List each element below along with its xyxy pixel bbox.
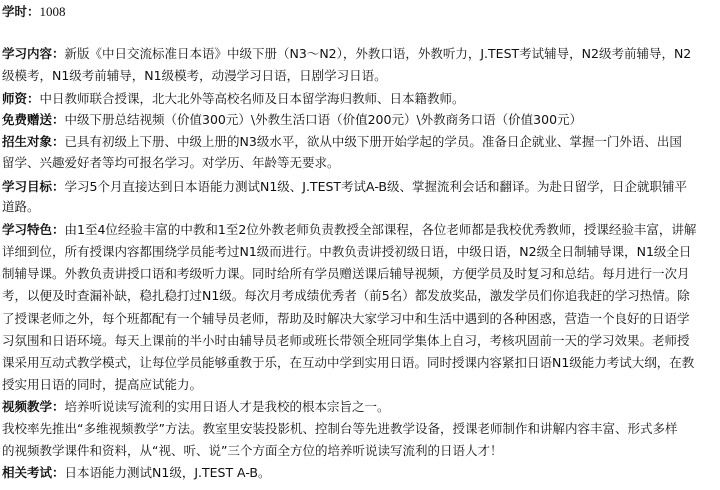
exam-row xyxy=(2,463,718,482)
features-row-3 xyxy=(2,264,718,283)
goal-row xyxy=(2,177,718,196)
video-label: 视频教学： xyxy=(2,399,65,414)
study-time-label: 学时： xyxy=(2,4,40,19)
study-time-row xyxy=(2,2,718,21)
features-text-6: 习氛围和日语环境。每天上课前的半小时由辅导员老师或班长带领全班同学集体上自习，考核巩固前一天的学习效果。老师授 xyxy=(2,333,690,348)
study-time-value: 1008 xyxy=(39,4,66,19)
goal-label: 学习目标： xyxy=(2,179,65,194)
features-row-2 xyxy=(2,242,718,261)
video-text-1: 培养听说读写流利的实用日语人才是我校的根本宗旨之一。 xyxy=(64,399,390,414)
gifts-label: 免费赠送： xyxy=(2,112,65,127)
features-text-5: 了授课老师之外，每个班都配有一个辅导员老师，帮助及时解决大家学习中和生活中遇到的各种困惑，营造一个良好的日语学 xyxy=(2,311,690,326)
features-row-7 xyxy=(2,353,718,372)
content-text-1: 新版《中日交流标准日本语》中级下册（N3～N2），外教口语，外教听力，J.TEST考试辅导，N2级考前辅导，N2 xyxy=(64,46,692,61)
gifts-text: 中级下册总结视频（价值300元）\外教生活口语（价值200元）\外教商务口语（价值300元） xyxy=(64,112,583,127)
features-text-4: 考，以便及时查漏补缺，稳扎稳打过N1级。每次月考成绩优秀者（前5名）都发放奖品，激发学员们你追我赶的学习热情。除 xyxy=(2,288,690,303)
target-text-1: 已具有初级上下册、中级上册的N3级水平，欲从中级下册开始学起的学员。准备日企就业、掌握一门外语、出国 xyxy=(64,134,682,149)
features-text-1: 由1至4位经验丰富的中教和1至2位外教老师负责教授全部课程，各位老师都是我校优秀教师，授课经验丰富，讲解 xyxy=(64,222,697,237)
video-text-3: 的视频教学课件和资料，从“视、听、说”三个方面全方位的培养听说读写流利的日语人才！ xyxy=(2,443,503,458)
features-row-8 xyxy=(2,375,718,394)
target-row-cont xyxy=(2,153,718,172)
video-row-2 xyxy=(2,419,718,438)
features-text-8: 授实用日语的同时，提高应试能力。 xyxy=(2,377,203,392)
content-label: 学习内容： xyxy=(2,46,65,61)
gifts-row xyxy=(2,110,718,129)
target-row xyxy=(2,132,718,151)
teachers-row xyxy=(2,89,718,108)
goal-row-cont xyxy=(2,197,718,216)
target-text-2: 留学、兴趣爱好者等均可报名学习。对学历、年龄等无要求。 xyxy=(2,155,340,170)
features-row xyxy=(2,220,718,239)
content-row-cont xyxy=(2,66,718,85)
video-text-2: 我校率先推出“多维视频教学”方法。教室里安装投影机、控制台等先进教学设备，授课老师制作和讲解内容丰富、形式多样 xyxy=(2,421,678,436)
video-row-3 xyxy=(2,441,718,460)
features-row-4 xyxy=(2,286,718,305)
goal-text-2: 道路。 xyxy=(2,199,40,214)
content-row xyxy=(2,44,718,63)
teachers-text: 中日教师联合授课，北大北外等高校名师及日本留学海归教师、日本籍教师。 xyxy=(39,91,465,106)
exam-label: 相关考试： xyxy=(2,465,65,480)
target-label: 招生对象： xyxy=(2,134,65,149)
teachers-label: 师资： xyxy=(2,91,40,106)
features-label: 学习特色： xyxy=(2,222,65,237)
goal-text-1: 学习5个月直接达到日本语能力测试N1级、J.TEST考试A-B级、掌握流利会话和翻译。为赴日留学，日企就职铺平 xyxy=(64,179,687,194)
features-row-5 xyxy=(2,309,718,328)
features-text-2: 详细到位，所有授课内容都围绕学员能考过N1级而进行。中教负责讲授初级日语，中级日语，N2级全日制辅导课，N1级全日 xyxy=(2,244,692,259)
features-row-6 xyxy=(2,331,718,350)
features-text-7: 课采用互动式教学模式，让每位学员能够重教于乐，在互动中学到实用日语。同时授课内容紧扣日语N1级能力考试大纲，在教 xyxy=(2,355,695,370)
content-text-2: 级模考，N1级考前辅导，N1级模考，动漫学习日语，日剧学习日语。 xyxy=(2,68,387,83)
features-text-3: 制辅导课。外教负责讲授口语和考级听力课。同时给所有学员赠送课后辅导视频，方便学员及时复习和总结。每月进行一次月 xyxy=(2,266,690,281)
video-row xyxy=(2,397,718,416)
exam-text: 日本语能力测试N1级，J.TEST A-B。 xyxy=(64,465,271,480)
